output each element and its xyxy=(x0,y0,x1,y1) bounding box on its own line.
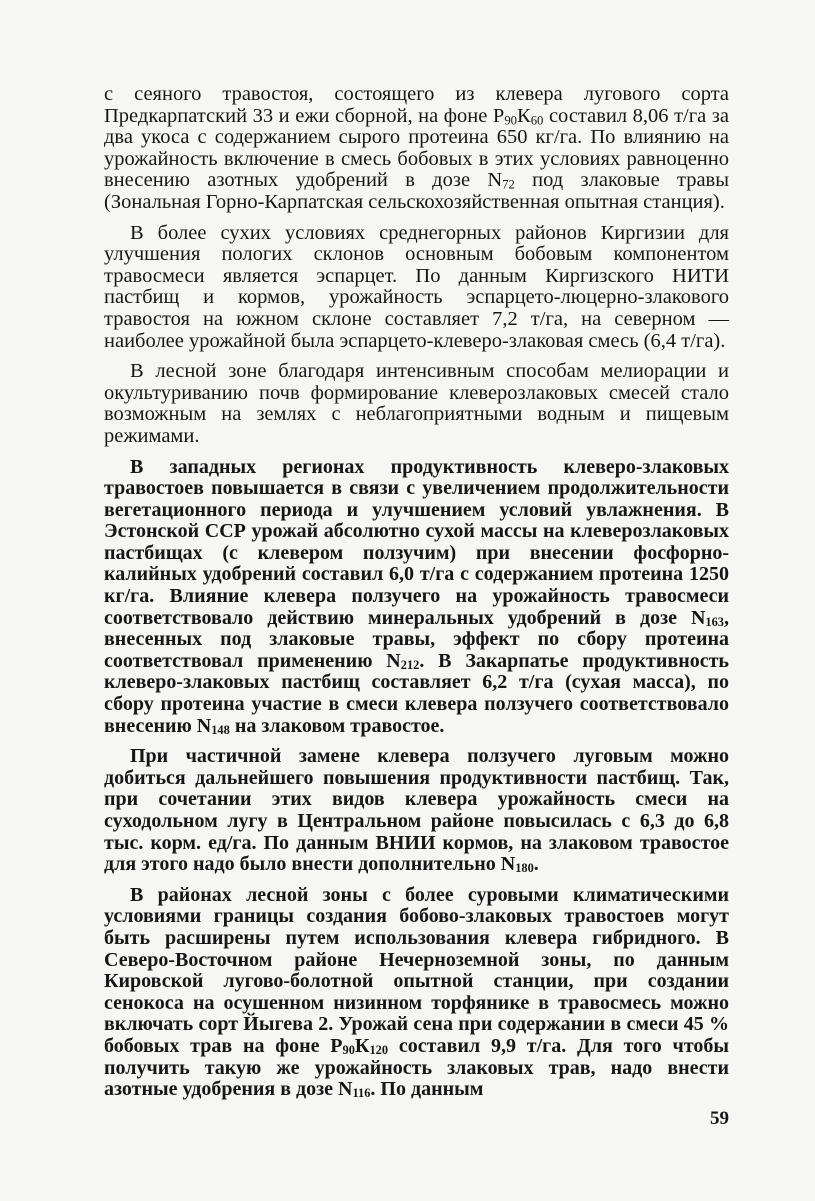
paragraph-6: В районах лесной зоны с более суровыми климатическими условиями границы создания бобово-злаковых травостоев могут быть расширены путем использования клевера гибридного. В Северо-Восточном районе Нечерноземной зоны, по данным Кировской лугово-болотной опытной станции, при создании сенокоса на осушенном низинном торфянике в травосмесь можно включать сорт Йыгева 2. Урожай сена при содержании в смеси 45 % бобовых трав на фоне $Р_{90}К_{120}$ составил 9,9 т/га. Для того чтобы получить такую же урожайность злаковых трав, надо внести азотные удобрения в дозе $N_{116}$. По данным xyxy=(104,883,729,1101)
text-column xyxy=(104,84,729,1110)
paragraph-4: В западных регионах продуктивность клеверо-злаковых травостоев повышается в связи с увеличением продолжительности вегетационного периода и улучшением условий увлажнения. В Эстонской ССР урожай абсолютно сухой массы на клеверозлаковых пастбищах (с клевером ползучим) при внесении фосфорно-калийных удобрений составил 6,0 т/га с содержанием протеина 1250 кг/га. Влияние клевера ползучего на урожайность травосмеси соответствовало действию минеральных удобрений в дозе $N_{163}$, внесенных под злаковые травы, эффект по сбору протеина соответствовал применению $N_{212}$. В Закарпатье продуктивность клеверо-злаковых пастбищ составляет 6,2 т/га (сухая масса), по сбору протеина участие в смеси клевера ползучего соответствовало внесению $N_{148}$ на злаковом травостое. xyxy=(104,455,730,737)
paragraph-5: При частичной замене клевера ползучего луговым можно добиться дальнейшего повышения продуктивности пастбищ. Так, при сочетании этих видов клевера урожайность смеси на суходольном лугу в Центральном районе повысилась с 6,3 до 6,8 тыс. корм. ед/га. По данным ВНИИ кормов, на злаковом травостое для этого надо было внести дополнительно $N_{180}$. xyxy=(104,745,729,876)
paragraph-3: В лесной зоне благодаря интенсивным способам мелиорации и окультуриванию почв формирование клеверозлаковых смесей стало возможным на землях с неблагоприятными водным и пищевым режимами. xyxy=(104,360,729,447)
paragraph-1: с сеяного травостоя, состоящего из клевера лугового сорта Предкарпатский 33 и ежи сборной, на фоне $Р_{90}К_{60}$ составил 8,06 т/га за два укоса с содержанием сырого протеина 650 кг/га. По влиянию на урожайность включение в смесь бобовых в этих условиях равноценно внесению азотных удобрений в дозе $N_{72}$ под злаковые травы (Зональная Горно-Карпатская сельскохозяйственная опытная станция). xyxy=(104,83,729,213)
paragraph-2: В более сухих условиях среднегорных районов Киргизии для улучшения пологих склонов основным бобовым компонентом травосмеси является эспарцет. По данным Киргизского НИТИ пастбищ и кормов, урожайность эспарцето-люцерно-злакового травостоя на южном склоне составляет 7,2 т/га, на северном — наиболее урожайной была эспарцето-клеверо-злаковая смесь (6,4 т/га). xyxy=(104,221,729,352)
page-number: 59 xyxy=(710,1108,729,1129)
